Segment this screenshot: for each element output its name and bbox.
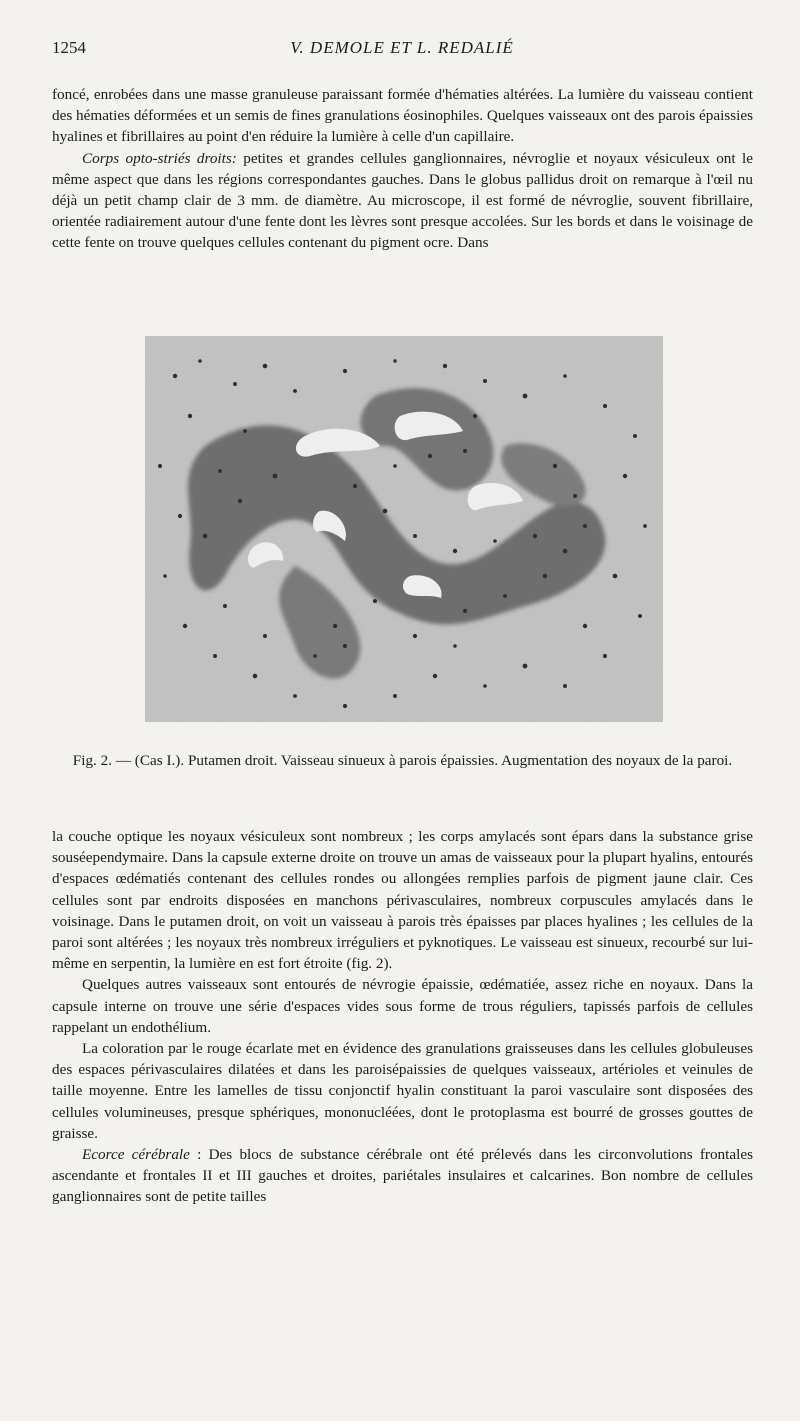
- micrograph-figure: [145, 336, 663, 722]
- page-number: 1254: [52, 38, 86, 57]
- paragraph: foncé, enrobées dans une masse granuleuse paraissant formée d'hématies altérées. La lumière du vaisseau contient des hématies déformées et un semis de fines granulations éosinophiles. Quelques vaisseaux ont des parois épaissies hyalines et fibrillaires au point d'en réduire la lumière à celle d'un capillaire.: [52, 86, 753, 146]
- micrograph-image: [145, 336, 663, 722]
- paragraph-text: : Des blocs de substance cérébrale ont été prélevés dans les circonvolutions frontales ascendante et frontales II et III gauches et droites, pariétales insulaires et calcarines. Bon nombre de cellules ganglionnaires sont de petite tailles: [52, 1146, 753, 1206]
- paragraph: [52, 1144, 753, 1208]
- text-block-bottom: [52, 826, 753, 1208]
- page-header: [52, 38, 752, 62]
- paragraph-text: petites et grandes cellules ganglionnaires, névroglie et noyaux vésiculeux ont le même aspect que dans les régions correspondantes gauches. Dans le globus pallidus droit on remarque à l'œil nu déjà un petit champ clair de 3 mm. de diamètre. Au microscope, il est formé de névroglie, souvent fibrillaire, orientée radiairement autour d'une fente dont les lèvres sont presque accolées. Sur les bords et dans le voisinage de cette fente on trouve quelques cellules contenant du pigment ocre. Dans: [52, 149, 753, 252]
- text-block-top: [52, 84, 753, 254]
- running-title: V. DEMOLE ET L. REDALIÉ: [290, 38, 514, 57]
- paragraph: la couche optique les noyaux vésiculeux sont nombreux ; les corps amylacés sont épars dans la substance grise souséependymaire. Dans la capsule externe droite on trouve un amas de vaisseaux pour la plupart hyalins, entourés d'espaces œdématiés contenant des cellules rondes ou allongées remplies parfois de pigment jaune clair. Ces cellules sont par endroits disposées en manchons périvasculaires, nombreux corpuscules amylacés dans le voisinage. Dans le putamen droit, on voit un vaisseau à parois très épaisses par places hyalines ; les cellules de la paroi sont altérées ; les noyaux très nombreux irréguliers et pyknotiques. Le vaisseau est sinueux, recourbé sur lui-même en serpentin, la lumière en est fort étroite (fig. 2).: [52, 828, 753, 973]
- section-lead: Corps opto-striés droits:: [82, 149, 237, 167]
- paragraph: La coloration par le rouge écarlate met en évidence des granulations graisseuses dans les cellules globuleuses des espaces périvasculaires dilatées et dans les paroisépaissies de quelques vaisseaux, artérioles et veinules de taille moyenne. Entre les lamelles de tissu conjonctif hyalin constituant la paroi vasculaire sont disposées des cellules volumineuses, presque sphériques, mononucléées, dont le protoplasma est bourré de grosses gouttes de graisse.: [52, 1040, 753, 1142]
- paragraph: Quelques autres vaisseaux sont entourés de névrogie épaissie, œdématiée, assez riche en noyaux. Dans la capsule interne on trouve une série d'espaces vides sous forme de trous réguliers, tapissés parfois de cellules rappelant un endothélium.: [52, 976, 753, 1036]
- figure-caption: Fig. 2. — (Cas I.). Putamen droit. Vaisseau sinueux à parois épaissies. Augmentation des noyaux de la paroi.: [72, 752, 733, 769]
- paragraph: [52, 148, 753, 254]
- section-lead: Ecorce cérébrale: [82, 1146, 190, 1164]
